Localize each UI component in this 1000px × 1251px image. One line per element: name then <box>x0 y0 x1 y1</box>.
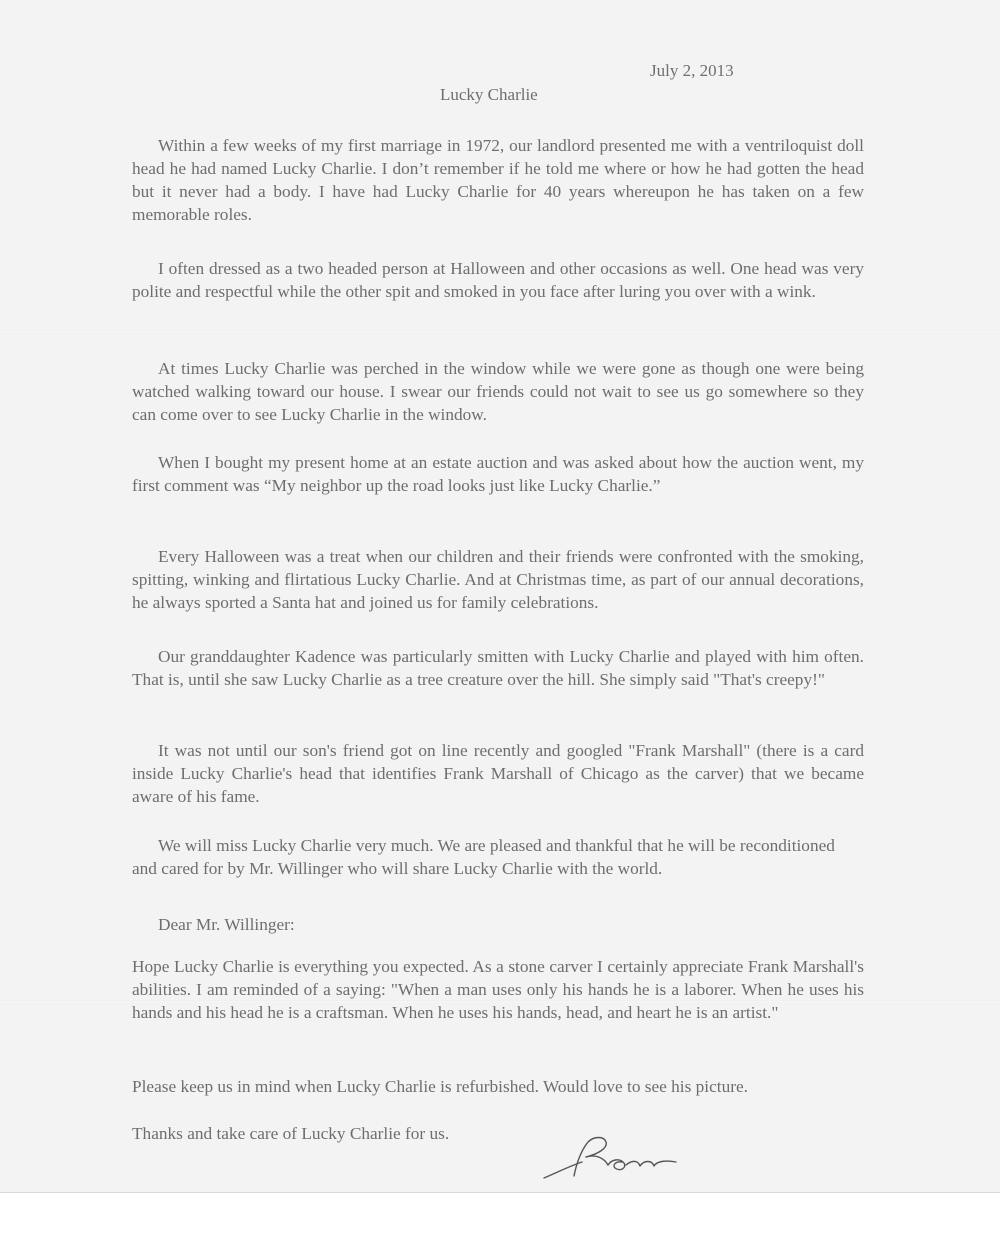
closing-paragraph: Hope Lucky Charlie is everything you expected. As a stone carver I certainly appreciate Frank Marshall's abilities. I am reminded of a saying: "When a man uses only his hands he is a laborer. When he uses his hands and his head he is a craftsman. When he uses his hands, head, and heart he is an artist." <box>132 957 864 1022</box>
letter-paragraph: Our granddaughter Kadence was particularly smitten with Lucky Charlie and played with him often. That is, until she saw Lucky Charlie as a tree creature over the hill. She simply said "That's creepy!" <box>132 647 864 689</box>
letter-salutation: Dear Mr. Willinger: <box>158 915 295 934</box>
paper-fold-line <box>0 330 1000 332</box>
letter-paragraph: It was not until our son's friend got on line recently and googled "Frank Marshall" (there is a card inside Lucky Charlie's head that identifies Frank Marshall of Chicago as the carver) that we became aware of his fame. <box>132 741 864 806</box>
letter-title: Lucky Charlie <box>440 85 538 104</box>
closing-paragraph: Thanks and take care of Lucky Charlie for us. <box>132 1124 450 1143</box>
letter-paragraph: We will miss Lucky Charlie very much. We are pleased and thankful that he will be reconditioned and cared for by Mr. Willinger who will share Lucky Charlie with the world. <box>132 836 835 878</box>
letter-paragraph: I often dressed as a two headed person at Halloween and other occasions as well. One head was very polite and respectful while the other spit and smoked in you face after luring you over with a wink. <box>132 259 864 301</box>
letter-paragraph: Within a few weeks of my first marriage in 1972, our landlord presented me with a ventriloquist doll head he had named Lucky Charlie. I don’t remember if he told me where or how he had gotten the head but it never had a body. I have had Lucky Charlie for 40 years whereupon he has taken on a few memorable roles. <box>132 136 864 224</box>
closing-paragraph: Please keep us in mind when Lucky Charlie is refurbished. Would love to see his picture. <box>132 1077 748 1096</box>
letter-date: July 2, 2013 <box>650 61 734 80</box>
letter-paragraph: When I bought my present home at an estate auction and was asked about how the auction went, my first comment was “My neighbor up the road looks just like Lucky Charlie.” <box>132 453 864 495</box>
letter-paragraph: Every Halloween was a treat when our children and their friends were confronted with the smoking, spitting, winking and flirtatious Lucky Charlie. And at Christmas time, as part of our annual decorations, he always sported a Santa hat and joined us for family celebrations. <box>132 547 864 612</box>
letter-paragraph: At times Lucky Charlie was perched in the window while we were gone as though one were being watched walking toward our house. I swear our friends could not wait to see us go somewhere so they can come over to see Lucky Charlie in the window. <box>132 359 864 424</box>
handwritten-signature <box>536 1132 686 1188</box>
